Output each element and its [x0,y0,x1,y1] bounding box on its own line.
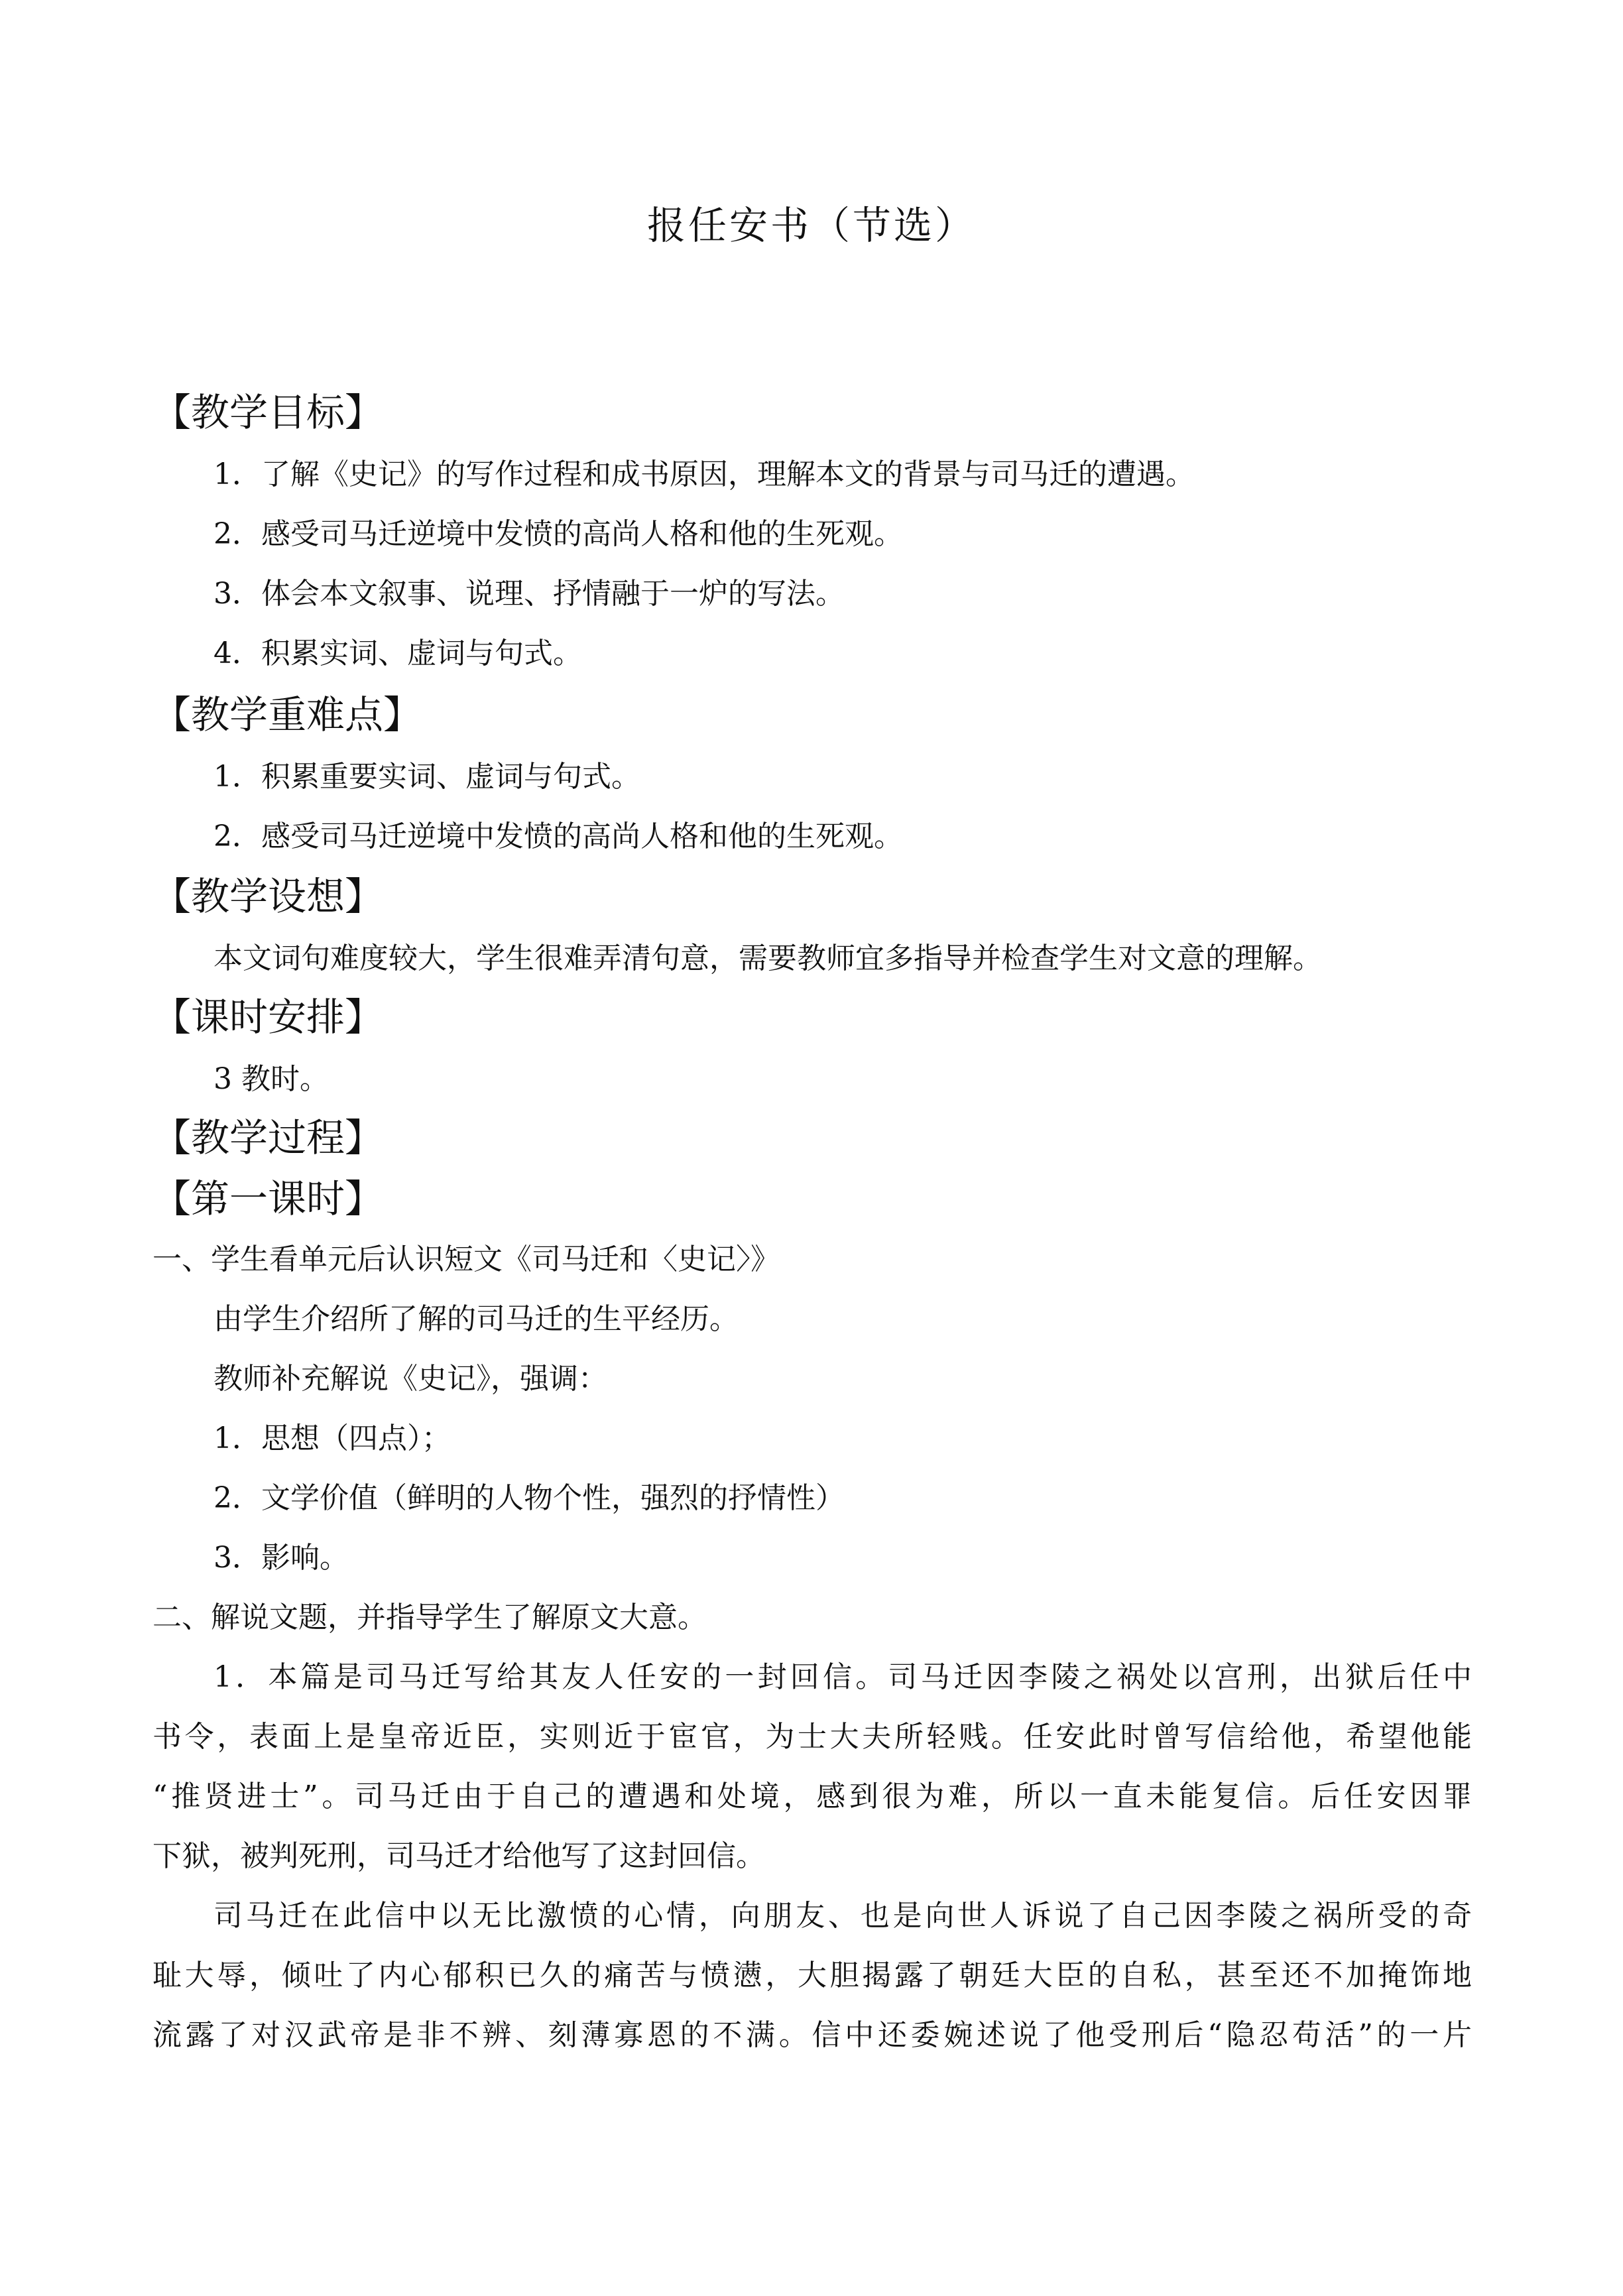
document-title: 报任安书（节选） [646,203,976,248]
step2-para1-line-1: 1．本篇是司马迁写给其友人任安的一封回信。司马迁因李陵之祸处以宫刑，出狱后任中 [213,1660,1472,1694]
objective-item-1: 1．了解《史记》的写作过程和成书原因，理解本文的背景与司马迁的遭遇。 [213,457,1195,491]
section-heading-process: 【教学过程】 [152,1115,384,1160]
section-heading-lesson1: 【第一课时】 [152,1176,384,1221]
objective-item-2: 2．感受司马迁逆境中发愤的高尚人格和他的生死观。 [213,517,903,551]
section-heading-design: 【教学设想】 [152,874,384,919]
section-heading-key-points: 【教学重难点】 [152,692,422,737]
step2-para1-line-2: 书令，表面上是皇帝近臣，实则近于宦官，为士大夫所轻贱。任安此时曾写信给他，希望他能 [152,1720,1472,1754]
design-text: 本文词句难度较大，学生很难弄清句意，需要教师宜多指导并检查学生对文意的理解。 [213,941,1322,975]
schedule-text: 3 教时。 [213,1062,329,1096]
step2-title: 二、解说文题，并指导学生了解原文大意。 [152,1601,707,1634]
step1-line-2: 教师补充解说《史记》，强调： [213,1362,607,1396]
step1-line-5: 3．影响。 [213,1541,349,1575]
step1-title: 一、学生看单元后认识短文《司马迁和〈史记〉》 [152,1242,780,1276]
objective-item-4: 4．积累实词、虚词与句式。 [213,636,582,670]
step2-para1-line-4: 下狱，被判死刑，司马迁才给他写了这封回信。 [152,1839,765,1873]
step1-line-4: 2．文学价值（鲜明的人物个性，强烈的抒情性） [213,1481,845,1515]
key-point-item-2: 2．感受司马迁逆境中发愤的高尚人格和他的生死观。 [213,819,903,853]
step2-para2-line-3: 流露了对汉武帝是非不辨、刻薄寡恩的不满。信中还委婉述说了他受刑后“隐忍苟活”的一片 [152,2018,1472,2052]
section-heading-schedule: 【课时安排】 [152,995,384,1040]
section-heading-objectives: 【教学目标】 [152,390,384,435]
step1-line-3: 1．思想（四点）； [213,1421,451,1455]
step2-para2-line-2: 耻大辱，倾吐了内心郁积已久的痛苦与愤懑，大胆揭露了朝廷大臣的自私，甚至还不加掩饰地 [152,1959,1472,1992]
step2-para1-line-3: “推贤进士”。司马迁由于自己的遭遇和处境，感到很为难，所以一直未能复信。后任安因罪 [152,1780,1472,1813]
key-point-item-1: 1．积累重要实词、虚词与句式。 [213,760,640,794]
step2-para2-line-1: 司马迁在此信中以无比激愤的心情，向朋友、也是向世人诉说了自己因李陵之祸所受的奇 [213,1899,1472,1933]
objective-item-3: 3．体会本文叙事、说理、抒情融于一炉的写法。 [213,577,845,611]
step1-line-1: 由学生介绍所了解的司马迁的生平经历。 [213,1302,739,1336]
